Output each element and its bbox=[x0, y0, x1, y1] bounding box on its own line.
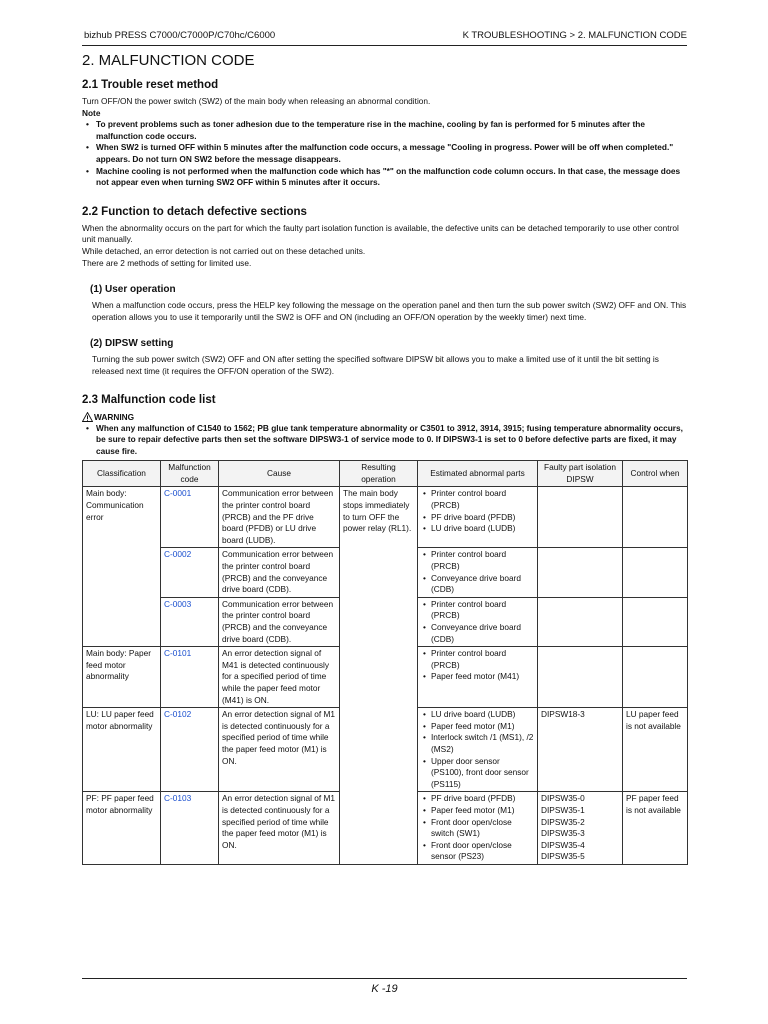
running-header bbox=[82, 30, 687, 44]
part-item: • Paper feed motor (M1) bbox=[421, 721, 534, 733]
method-title-user-operation: (1) User operation bbox=[90, 284, 176, 296]
dipsw-setting-text: Turning the sub power switch (SW2) OFF and ON after setting the specified software DIPSW bit allows you to make a limited use of it until the bit setting is released next time (it requires the OFF/ON operation of the SW2). bbox=[92, 354, 659, 376]
note-item: • Machine cooling is not performed when the malfunction code which has "*" on the malfunction code column occurs. In that case, the message does not appear even when turning SW2 OFF within 5 minutes after it occurs. bbox=[82, 166, 687, 189]
part-item: • PF drive board (PFDB) bbox=[421, 512, 534, 524]
control-cell bbox=[623, 548, 688, 597]
subsection-title-2-2: 2.2 Function to detach defective sections bbox=[82, 205, 307, 218]
section-title: 2. MALFUNCTION CODE bbox=[82, 52, 255, 69]
part-item: • Interlock switch /1 (MS1), /2 (MS2) bbox=[421, 732, 534, 755]
user-operation-text: When a malfunction code occurs, press the HELP key following the message on the operation panel and then turn the sub power switch (SW2) OFF and ON. This operation allows you to use it temporarily until the SW2 is OFF and ON (including an OFF/ON operation by the weekly timer) next time. bbox=[92, 300, 687, 322]
dipsw-cell bbox=[538, 792, 623, 865]
malfunction-code: C-0101 bbox=[161, 647, 219, 708]
dipsw-item: DIPSW35-4 bbox=[541, 839, 585, 850]
cause-cell: Communication error between the printer control board (PRCB) and the PF drive board (PFDB) or LU drive board (LUDB). bbox=[219, 487, 340, 548]
warning-list bbox=[82, 423, 687, 458]
header-model: bizhub PRESS C7000/C7000P/C70hc/C6000 bbox=[84, 30, 276, 41]
part-item: • Front door open/close switch (SW1) bbox=[421, 817, 534, 840]
cause-cell: An error detection signal of M1 is detected continuously for a specified period of time while the paper feed motor (M1) is ON. bbox=[219, 792, 340, 865]
part-item: • LU drive board (LUDB) bbox=[421, 523, 534, 535]
detach-paragraph: When the abnormality occurs on the part for which the faulty part isolation function is available, the defective units can be detached temporarily to use other control unit manually. bbox=[82, 222, 679, 245]
part-item: • Paper feed motor (M1) bbox=[421, 805, 534, 817]
resulting-operation-cell: The main body stops immediately to turn OFF the power relay (RL1). bbox=[340, 487, 418, 864]
control-cell bbox=[623, 597, 688, 646]
col-header-estimated-parts: Estimated abnormal parts bbox=[418, 461, 538, 487]
part-item: • Printer control board (PRCB) bbox=[421, 549, 534, 572]
parts-cell bbox=[418, 647, 538, 708]
warning-triangle-icon bbox=[82, 412, 93, 422]
dipsw-cell bbox=[538, 597, 623, 646]
control-cell bbox=[623, 487, 688, 548]
dipsw-item: DIPSW35-0 bbox=[541, 793, 585, 804]
table-row bbox=[83, 487, 688, 548]
malfunction-code: C-0003 bbox=[161, 597, 219, 646]
warning-item: • When any malfunction of C1540 to 1562; PB glue tank temperature abnormality or C3501 to 3912, 3914, 3915; fusing temperature abnormality occurs, be sure to repair defective parts then set the software DIPSW3-1 of service mode to 0. If DIPSW3-1 is set to 0 before defective parts are fixed, it may cause fire. bbox=[82, 423, 687, 458]
page-number: K -19 bbox=[371, 983, 398, 995]
malfunction-code: C-0001 bbox=[161, 487, 219, 548]
table-header-row bbox=[83, 461, 688, 487]
dipsw-cell bbox=[538, 647, 623, 708]
subsection-title-2-3: 2.3 Malfunction code list bbox=[82, 393, 216, 406]
warning-heading bbox=[82, 411, 687, 423]
col-header-resulting-operation: Resulting operation bbox=[340, 461, 418, 487]
part-item: • Printer control board (PRCB) bbox=[421, 488, 534, 511]
col-header-control-when: Control when bbox=[623, 461, 688, 487]
classification-cell: LU: LU paper feed motor abnormality bbox=[83, 708, 161, 792]
parts-cell bbox=[418, 708, 538, 792]
part-item: • Upper door sensor (PS100), front door sensor (PS115) bbox=[421, 756, 534, 791]
control-cell: PF paper feed is not available bbox=[623, 792, 688, 865]
col-header-classification: Classification bbox=[83, 461, 161, 487]
malfunction-code: C-0002 bbox=[161, 548, 219, 597]
part-item: • PF drive board (PFDB) bbox=[421, 793, 534, 805]
note-item: • To prevent problems such as toner adhesion due to the temperature rise in the machine, cooling by fan is performed for 5 minutes after the malfunction code occurs. bbox=[82, 119, 687, 142]
detach-paragraph: While detached, an error detection is not carried out on these detached units. bbox=[82, 245, 366, 256]
cause-cell: An error detection signal of M1 is detected continuously for a specified period of time while the paper feed motor (M1) is ON. bbox=[219, 708, 340, 792]
detach-paragraph: There are 2 methods of setting for limited use. bbox=[82, 257, 252, 268]
cause-cell: An error detection signal of M41 is detected continuously for a specified period of time while the paper feed motor (M41) is ON. bbox=[219, 647, 340, 708]
note-list bbox=[82, 119, 687, 189]
part-item: • Conveyance drive board (CDB) bbox=[421, 622, 534, 645]
parts-cell bbox=[418, 548, 538, 597]
page-content bbox=[82, 52, 687, 865]
dipsw-item: DIPSW35-3 bbox=[541, 828, 585, 839]
part-item: • Printer control board (PRCB) bbox=[421, 648, 534, 671]
trouble-reset-text: Turn OFF/ON the power switch (SW2) of the main body when releasing an abnormal condition. bbox=[82, 96, 431, 106]
control-cell: LU paper feed is not available bbox=[623, 708, 688, 792]
dipsw-cell bbox=[538, 487, 623, 548]
parts-cell bbox=[418, 487, 538, 548]
parts-cell bbox=[418, 792, 538, 865]
col-header-isolation-dipsw: Faulty part isolation DIPSW bbox=[538, 461, 623, 487]
note-item: • When SW2 is turned OFF within 5 minutes after the malfunction code occurs, a message "Cooling in progress. Power will be off when completed." appears. Do not turn ON SW2 before the message disappears. bbox=[82, 142, 687, 165]
part-item: • Conveyance drive board (CDB) bbox=[421, 573, 534, 596]
classification-cell: Main body: Paper feed motor abnormality bbox=[83, 647, 161, 708]
malfunction-code: C-0103 bbox=[161, 792, 219, 865]
dipsw-item: DIPSW35-5 bbox=[541, 851, 585, 862]
part-item: • Printer control board (PRCB) bbox=[421, 599, 534, 622]
part-item: • LU drive board (LUDB) bbox=[421, 709, 534, 721]
cause-cell: Communication error between the printer control board (PRCB) and the conveyance drive board (CDB). bbox=[219, 597, 340, 646]
col-header-malfunction-code: Malfunction code bbox=[161, 461, 219, 487]
classification-cell: PF: PF paper feed motor abnormality bbox=[83, 792, 161, 865]
method-title-dipsw-setting: (2) DIPSW setting bbox=[90, 338, 174, 350]
header-section-path: K TROUBLESHOOTING > 2. MALFUNCTION CODE bbox=[462, 30, 687, 41]
col-header-cause: Cause bbox=[219, 461, 340, 487]
dipsw-cell bbox=[538, 548, 623, 597]
dipsw-item: DIPSW35-2 bbox=[541, 816, 585, 827]
malfunction-code-table bbox=[82, 460, 688, 865]
classification-cell: Main body: Communication error bbox=[83, 487, 161, 647]
part-item: • Paper feed motor (M41) bbox=[421, 671, 534, 683]
warning-label: WARNING bbox=[94, 411, 135, 422]
header-rule bbox=[82, 45, 687, 46]
dipsw-cell: DIPSW18-3 bbox=[538, 708, 623, 792]
parts-cell bbox=[418, 597, 538, 646]
dipsw-item: DIPSW35-1 bbox=[541, 804, 585, 815]
subsection-title-2-1: 2.1 Trouble reset method bbox=[82, 79, 219, 91]
note-label: Note bbox=[82, 107, 101, 118]
control-cell bbox=[623, 647, 688, 708]
cause-cell: Communication error between the printer control board (PRCB) and the conveyance drive board (CDB). bbox=[219, 548, 340, 597]
malfunction-code: C-0102 bbox=[161, 708, 219, 792]
part-item: • Front door open/close sensor (PS23) bbox=[421, 840, 534, 863]
footer-rule bbox=[82, 978, 687, 979]
